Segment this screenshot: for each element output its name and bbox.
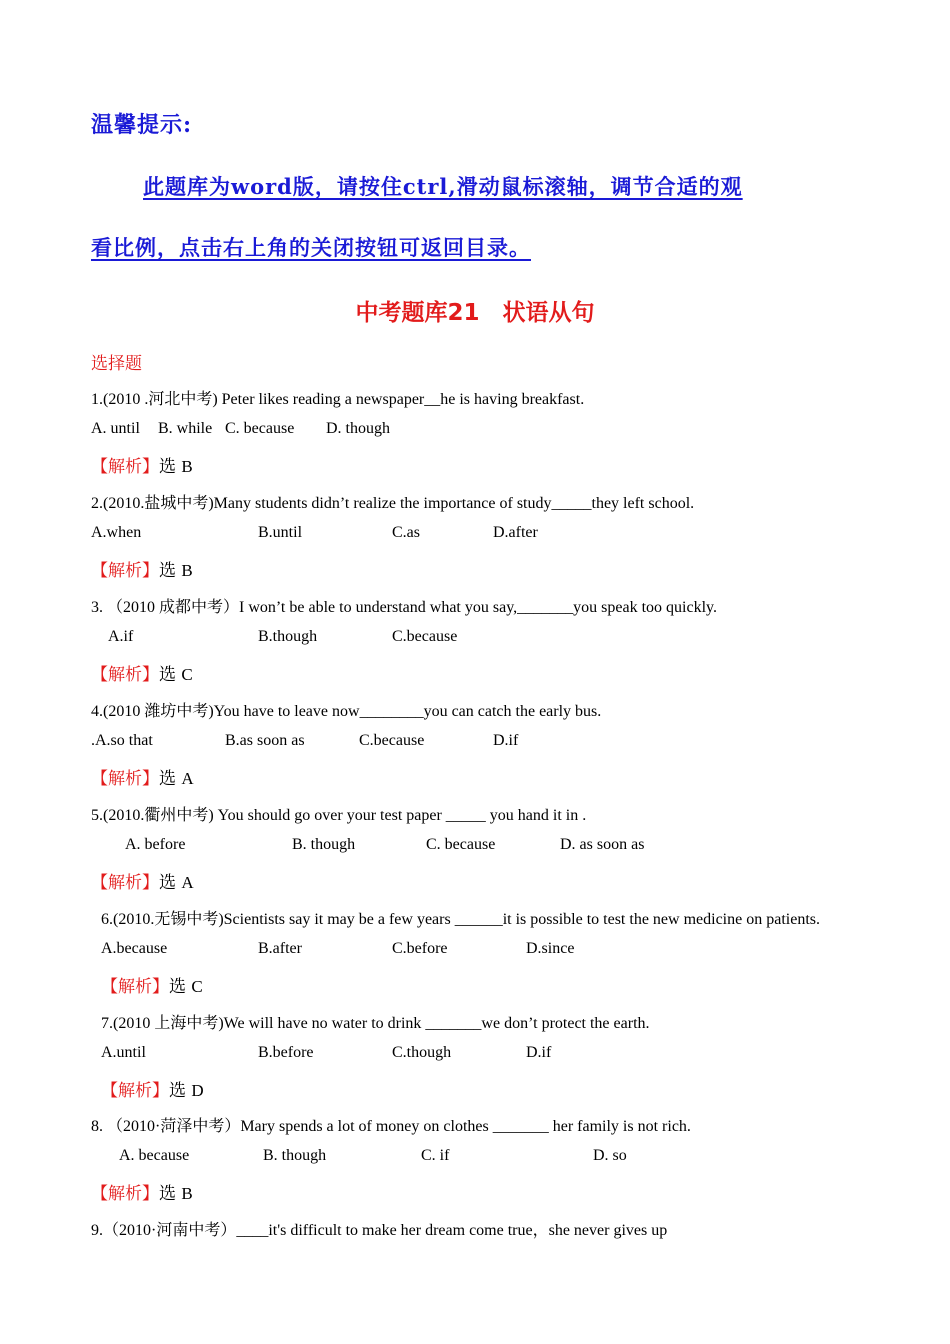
question-8-stem: 8. （2010·菏泽中考）Mary spends a lot of money on clothes _______ her family is not rich.	[91, 1118, 691, 1135]
answer-bracket: 【解析】	[91, 561, 159, 581]
answer-letter: C	[191, 977, 203, 996]
question-2-answer	[91, 556, 193, 581]
question-1-option-d: D. though	[326, 420, 390, 437]
question-8-answer	[91, 1179, 193, 1204]
answer-bracket: 【解析】	[91, 457, 159, 477]
tip-title: 温馨提示:	[91, 112, 193, 138]
answer-pick: 选	[169, 1081, 192, 1101]
answer-bracket: 【解析】	[91, 1184, 159, 1204]
question-1-answer	[91, 452, 193, 477]
question-5-option-a: A. before	[125, 836, 186, 853]
tip-line-1: 此题库为word版，请按住ctrl,滑动鼠标滚轴，调节合适的观	[143, 174, 743, 199]
answer-pick: 选	[159, 769, 182, 789]
question-2-option-a: A.when	[91, 524, 142, 541]
question-5-option-b: B. though	[292, 836, 356, 853]
question-6-answer	[101, 972, 203, 997]
answer-letter: A	[181, 873, 194, 892]
question-1-option-c: C. because	[225, 420, 295, 437]
question-6-option-a: A.because	[101, 940, 168, 957]
question-5-answer	[91, 868, 194, 893]
question-9-stem: 9.（2010·河南中考）____it's difficult to make her dream come true，she never gives up	[91, 1222, 668, 1239]
answer-pick: 选	[159, 665, 182, 685]
answer-bracket: 【解析】	[91, 769, 159, 789]
answer-letter: D	[191, 1081, 204, 1100]
answer-letter: B	[181, 1184, 193, 1203]
answer-letter: B	[181, 561, 193, 580]
question-5-stem: 5.(2010.衢州中考) You should go over your test paper _____ you hand it in .	[91, 807, 587, 824]
question-4-answer	[91, 764, 194, 789]
question-3-option-a: A.if	[108, 628, 134, 645]
question-4-option-b: B.as soon as	[225, 732, 305, 749]
document-title: 中考题库21 状语从句	[355, 300, 595, 326]
tip-line-2: 看比例，点击右上角的关闭按钮可返回目录。	[91, 235, 531, 260]
question-7-answer	[101, 1076, 204, 1101]
question-2-option-d: D.after	[493, 524, 538, 541]
question-4-stem: 4.(2010 潍坊中考)You have to leave now________you can catch the early bus.	[91, 703, 602, 720]
answer-pick: 选	[159, 1184, 182, 1204]
question-5-option-d: D. as soon as	[560, 836, 645, 853]
question-8-option-c: C. if	[421, 1147, 450, 1164]
question-3-option-b: B.though	[258, 628, 318, 645]
answer-bracket: 【解析】	[91, 873, 159, 893]
question-2-option-c: C.as	[392, 524, 420, 541]
question-7-option-d: D.if	[526, 1044, 552, 1061]
answer-bracket: 【解析】	[91, 665, 159, 685]
question-1-option-a: A. until	[91, 420, 140, 437]
question-7-option-c: C.though	[392, 1044, 452, 1061]
answer-pick: 选	[169, 977, 192, 997]
answer-bracket: 【解析】	[101, 977, 169, 997]
answer-letter: B	[181, 457, 193, 476]
question-2-stem: 2.(2010.盐城中考)Many students didn’t realize the importance of study_____they left school.	[91, 495, 695, 512]
question-4-option-d: D.if	[493, 732, 519, 749]
question-4-option-c: C.because	[359, 732, 425, 749]
question-6-stem: 6.(2010.无锡中考)Scientists say it may be a few years ______it is possible to test the new medicine on patients.	[101, 911, 820, 928]
question-7-option-b: B.before	[258, 1044, 314, 1061]
answer-pick: 选	[159, 873, 182, 893]
question-1-option-b: B. while	[158, 420, 213, 437]
question-8-option-b: B. though	[263, 1147, 327, 1164]
question-6-option-c: C.before	[392, 940, 448, 957]
question-8-option-a: A. because	[119, 1147, 190, 1164]
question-2-option-b: B.until	[258, 524, 303, 541]
section-label: 选择题	[91, 354, 142, 374]
answer-pick: 选	[159, 561, 182, 581]
answer-bracket: 【解析】	[101, 1081, 169, 1101]
question-1-stem: 1.(2010 .河北中考) Peter likes reading a newspaper__he is having breakfast.	[91, 391, 585, 408]
question-6-option-d: D.since	[526, 940, 575, 957]
question-8-option-d: D. so	[593, 1147, 627, 1164]
question-6-option-b: B.after	[258, 940, 302, 957]
answer-pick: 选	[159, 457, 182, 477]
answer-letter: C	[181, 665, 193, 684]
question-7-option-a: A.until	[101, 1044, 146, 1061]
question-3-option-c: C.because	[392, 628, 458, 645]
question-3-answer	[91, 660, 193, 685]
question-3-stem: 3. （2010 成都中考）I won’t be able to understand what you say,_______you speak too quickly.	[91, 599, 717, 616]
question-4-option-a: .A.so that	[91, 732, 153, 749]
question-7-stem: 7.(2010 上海中考)We will have no water to drink _______we don’t protect the earth.	[101, 1015, 650, 1032]
answer-letter: A	[181, 769, 194, 788]
question-5-option-c: C. because	[426, 836, 496, 853]
